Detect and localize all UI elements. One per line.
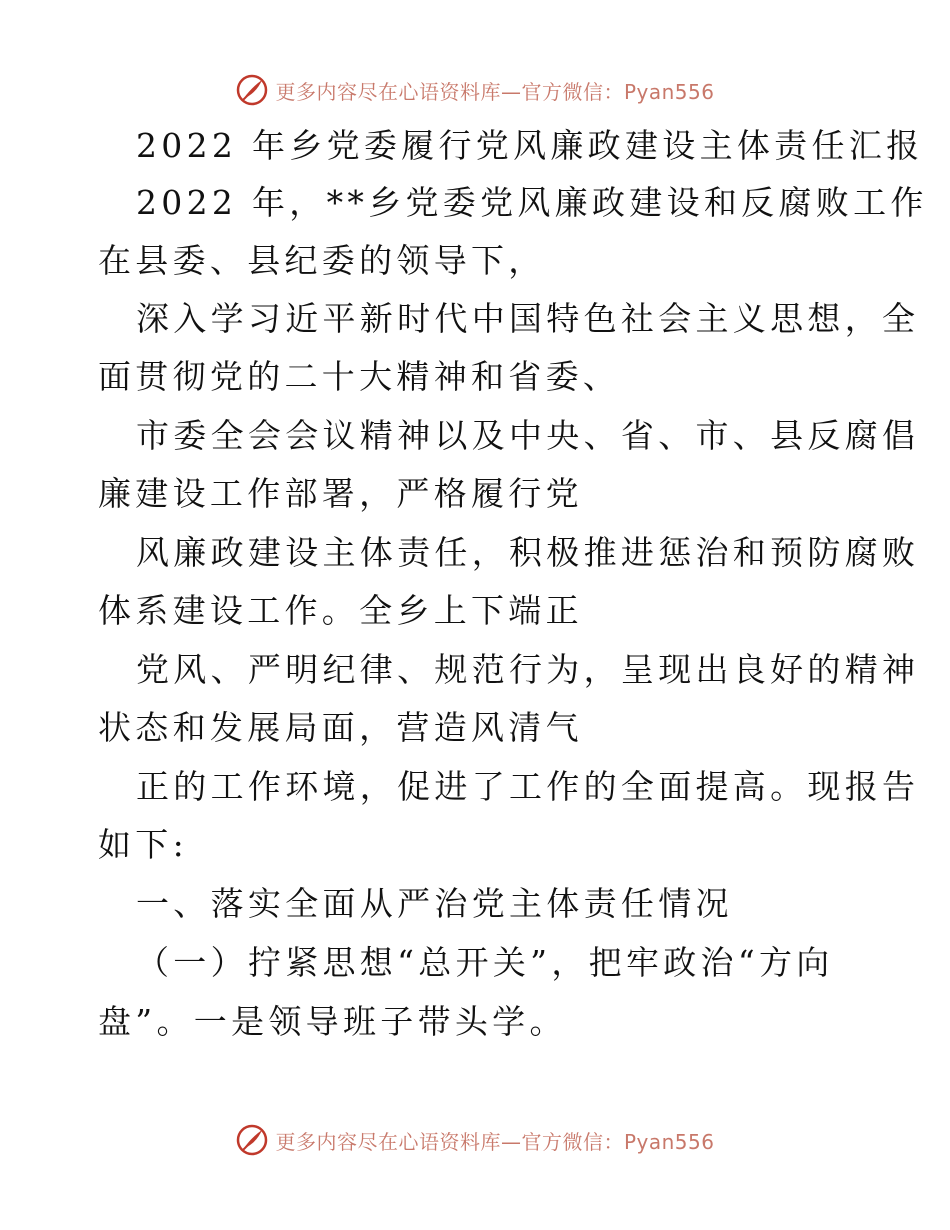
paragraph-line: 体系建设工作。全乡上下端正 xyxy=(98,591,583,630)
paragraph-line: 正的工作环境，促进了工作的全面提高。现报告 xyxy=(136,767,920,806)
section-heading: 一、落实全面从严治党主体责任情况 xyxy=(136,884,733,923)
paragraph-line: 深入学习近平新时代中国特色社会主义思想，全 xyxy=(136,299,920,338)
paragraph-line: 如下: xyxy=(98,825,189,864)
paragraph-line: 在县委、县纪委的领导下， xyxy=(98,241,546,280)
header-watermark-banner xyxy=(0,70,950,110)
subsection-heading: （一）拧紧思想“总开关”，把牢政治“方向 xyxy=(136,943,834,982)
watermark-text: 更多内容尽在心语资料库—官方微信：Pyan556 xyxy=(275,79,715,104)
paragraph-line: 廉建设工作部署，严格履行党 xyxy=(98,474,583,513)
document-title: 2022 年乡党委履行党风廉政建设主体责任汇报 xyxy=(136,126,924,165)
paragraph-line: 风廉政建设主体责任，积极推进惩治和预防腐败 xyxy=(136,533,920,572)
paragraph-line: 盘”。一是领导班子带头学。 xyxy=(98,1002,567,1041)
paragraph-line: 面贯彻党的二十大精神和省委、 xyxy=(98,357,621,396)
footer-watermark-banner xyxy=(0,1120,950,1160)
paragraph-line: 党风、严明纪律、规范行为，呈现出良好的精神 xyxy=(136,650,920,689)
paragraph-line: 市委全会会议精神以及中央、省、市、县反腐倡 xyxy=(136,416,920,455)
paragraph-line: 状态和发展局面，营造风清气 xyxy=(98,708,583,747)
watermark-text: 更多内容尽在心语资料库—官方微信：Pyan556 xyxy=(275,1129,715,1154)
quill-logo-icon xyxy=(235,73,269,107)
paragraph-line: 2022 年，**乡党委党风廉政建设和反腐败工作 xyxy=(136,183,928,222)
quill-logo-icon xyxy=(235,1123,269,1157)
